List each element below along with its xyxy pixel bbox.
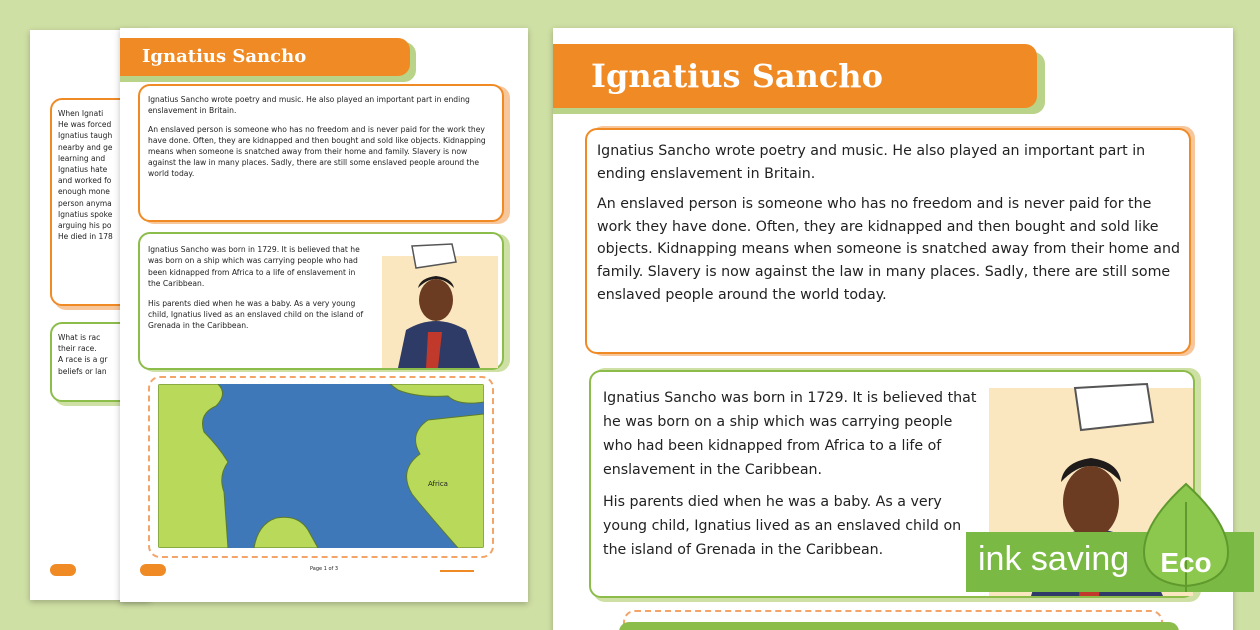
portrait-illustration (376, 242, 500, 368)
back-box1-line: arguing his po (58, 221, 112, 231)
back-box2-line: their race. (58, 344, 97, 354)
map-land-shapes (158, 384, 484, 548)
back-box1-line: learning and (58, 153, 106, 163)
back-box1-line: He died in 178 (58, 232, 113, 242)
back-box1-line: Ignatius spoke (58, 209, 113, 219)
main-map-top-edge (619, 622, 1179, 630)
eco-leaf-icon (1138, 482, 1234, 592)
mid-bio-p1: Ignatius Sancho was born in 1729. It is believed that he was born on a ship which was carrying people who had been kidnapped from Africa to a life of enslavement in the Caribbean. (148, 245, 360, 289)
map-africa-label: Africa (428, 480, 448, 488)
mid-title: Ignatius Sancho (120, 38, 410, 76)
back-box1-line: person anyma (58, 198, 112, 208)
back-box1-line: and worked fo (58, 176, 112, 186)
back-box1-line: enough mone (58, 187, 110, 197)
back-box1-line: He was forced (58, 120, 112, 130)
mid-intro-p2: An enslaved person is someone who has no freedom and is never paid for the work they have done. Often, they are kidnapped and then bought and sold like objects. Kidnapping means when someone is snatched away from their home and family. Slavery is now against the law in many places. Sadly, there are still some enslaved people around the world today. (148, 125, 486, 178)
main-intro-p2: An enslaved person is someone who has no freedom and is never paid for the work they have done. Often, they are kidnapped and then bought and sold like objects. Kidnapping means when someone is snatched away from their home and family. Slavery is now against the law in many places. Sadly, there are still some enslaved people around the world today. (597, 196, 1180, 303)
back-footer-logo (50, 564, 76, 576)
mid-bio-box (138, 232, 504, 370)
main-title: Ignatius Sancho (553, 44, 1037, 108)
back-box1-line: nearby and ge (58, 142, 113, 152)
main-intro-box (585, 128, 1191, 354)
back-box2-line: A race is a gr (58, 355, 108, 365)
back-box1-line: When Ignati (58, 109, 104, 118)
atlantic-map (158, 384, 484, 548)
main-intro-p1: Ignatius Sancho wrote poetry and music. He also played an important part in ending enslavement in Britain. (597, 143, 1146, 182)
mid-bio-p2: His parents died when he was a baby. As a very young child, Ignatius lived as an enslaved child on the island of Grenada in the Caribbean. (148, 298, 364, 331)
mid-footer-line (440, 570, 474, 572)
back-box2-line: What is rac (58, 333, 101, 342)
mid-intro-box (138, 84, 504, 222)
back-box2-line: beliefs or lan (58, 366, 107, 376)
mid-footer-page-number: Page 1 of 3 (310, 566, 339, 572)
eco-ink-saving-label: ink saving (978, 540, 1130, 578)
main-bio-p1: Ignatius Sancho was born in 1729. It is believed that he was born on a ship which was carrying people who had been kidnapped from Africa to a life of enslavement in the Caribbean. (603, 390, 977, 478)
eco-leaf-text: Eco (1160, 547, 1212, 578)
mid-footer-logo (140, 564, 166, 576)
mid-intro-p1: Ignatius Sancho wrote poetry and music. He also played an important part in ending enslavement in Britain. (148, 95, 470, 115)
middle-page-preview (120, 28, 528, 602)
back-box1-line: Ignatius hate (58, 165, 108, 175)
back-box1-line: Ignatius taugh (58, 131, 113, 141)
main-bio-p2: His parents died when he was a baby. As a very young child, Ignatius lived as an enslaved child on the island of Grenada in the Caribbean. (603, 494, 962, 558)
